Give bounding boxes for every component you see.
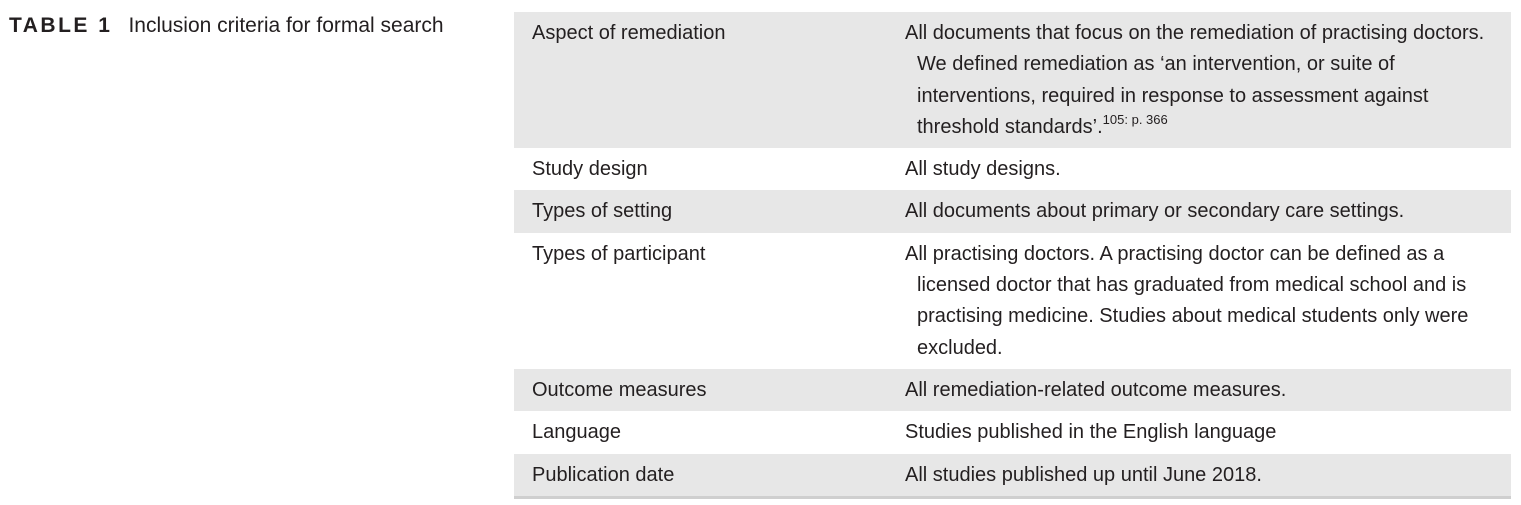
table-row-study-design <box>514 148 1511 190</box>
aspect-cell: Study design <box>532 158 648 181</box>
aspect-cell: Types of participant <box>532 242 706 265</box>
description-text: All documents about primary or secondary care settings. <box>905 200 1405 223</box>
table-row-types-of-setting <box>514 190 1511 232</box>
table-label: TABLE 1 <box>9 14 113 37</box>
aspect-cell: Types of setting <box>514 190 887 232</box>
table-caption <box>9 9 479 42</box>
table-row-aspect-of-remediation <box>514 12 1511 148</box>
table-row-outcome-measures <box>514 369 1511 411</box>
description-cell <box>887 190 1511 232</box>
description-text: All study designs. <box>905 158 1061 181</box>
description-cell <box>887 233 1511 369</box>
citation-superscript: 105: p. 366 <box>1102 111 1168 127</box>
table-title: Inclusion criteria for formal search <box>128 14 444 37</box>
description-cell <box>887 454 1511 496</box>
description-text: Studies published in the English language <box>905 421 1277 444</box>
table-row-types-of-participant <box>514 233 1511 369</box>
description-text: All practising doctors. A practising doctor can be defined as a licensed doctor that has graduated from medical school and is practising medicine. Studies about medical students only were excluded. <box>905 242 1469 359</box>
inclusion-criteria-table <box>514 12 1511 499</box>
description-cell <box>887 411 1511 453</box>
table-row-language <box>514 411 1511 453</box>
description-cell <box>887 369 1511 411</box>
table-row-publication-date <box>514 454 1511 496</box>
aspect-cell: Publication date <box>514 454 887 496</box>
criteria-table <box>514 12 1511 496</box>
aspect-cell: Aspect of remediation <box>514 12 887 148</box>
description-cell <box>887 12 1511 148</box>
aspect-cell: Outcome measures <box>514 369 887 411</box>
description-text: All documents that focus on the remediation of practising doctors. We defined remediation as ‘an intervention, or suite of interventions, required in response to assessment against threshold standards’. <box>905 22 1485 138</box>
description-cell <box>887 148 1511 190</box>
aspect-cell: Language <box>532 421 621 444</box>
description-text: All studies published up until June 2018. <box>905 463 1262 486</box>
description-text: All remediation-related outcome measures. <box>905 378 1287 401</box>
